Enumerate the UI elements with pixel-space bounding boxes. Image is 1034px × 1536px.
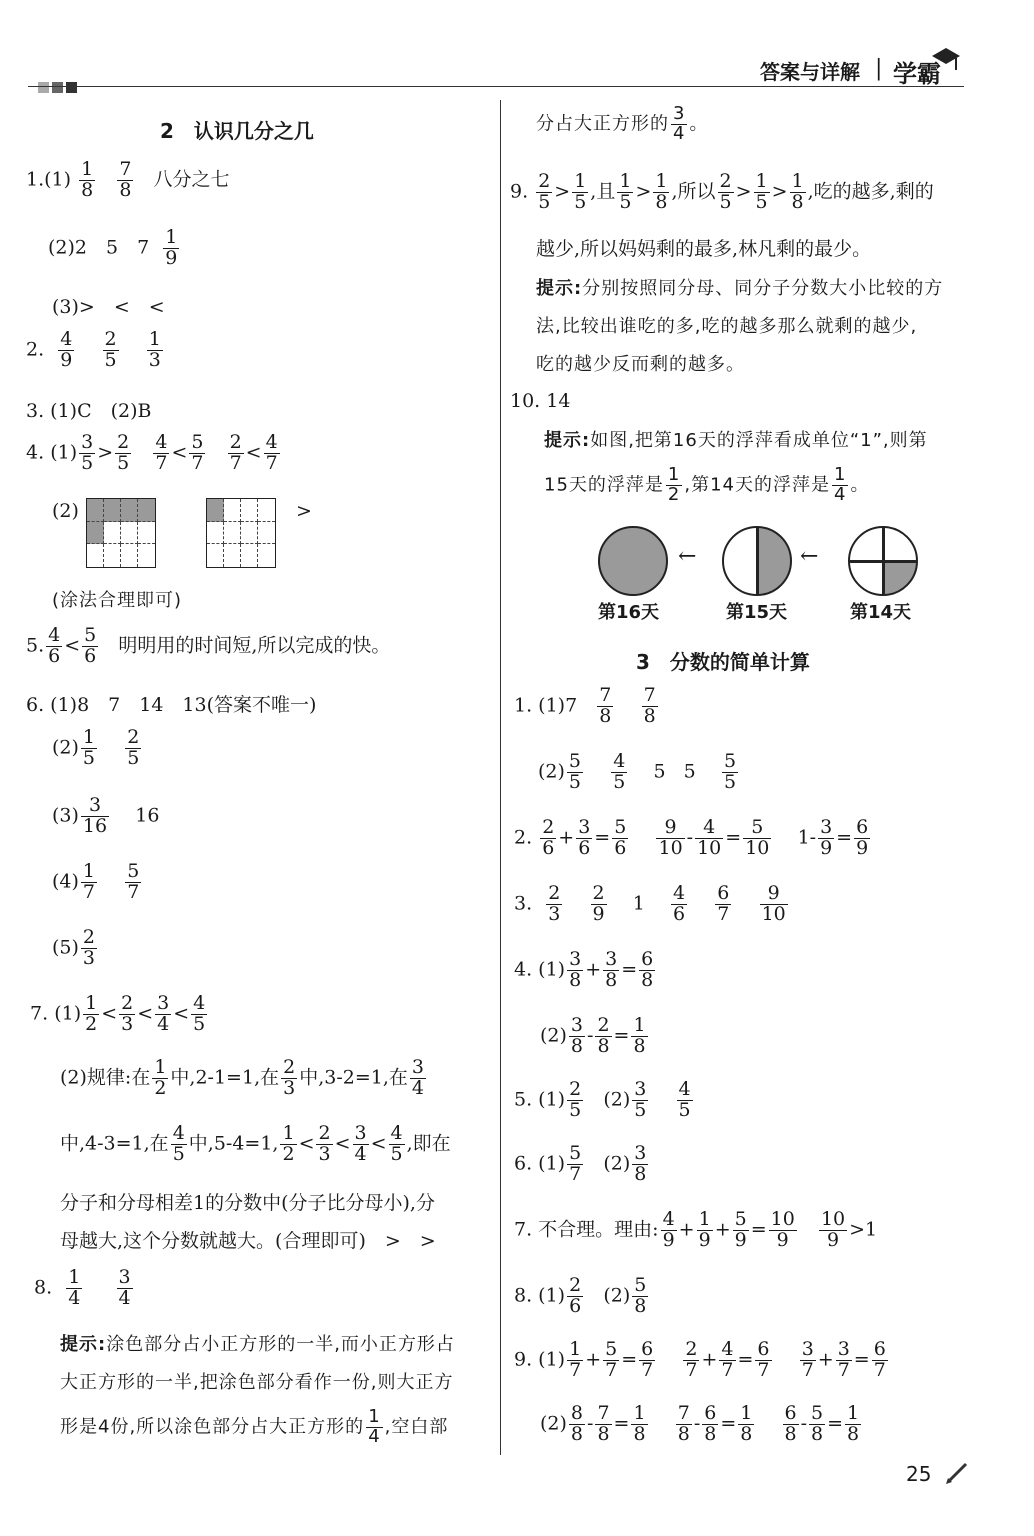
q8-hint-line2: 大正方形的一半,把涂色部分看作一份,则大正方: [60, 1372, 454, 1393]
s6-answer: 6. (1) $\frac{5}{7}$ (2) $\frac{3}{8}$: [514, 1142, 647, 1185]
q8-hint-continued: 分占大正方形的 $\frac{3}{4}$ 。: [536, 103, 709, 144]
column-divider: [500, 100, 501, 1455]
q7-rule-line4: 母越大,这个分数就越大。(合理即可) > >: [60, 1230, 436, 1252]
arrow-left-icon: ←: [678, 544, 697, 569]
left-section-title: 2 认识几分之几: [160, 119, 314, 143]
s5-answer: 5. (1) $\frac{2}{5}$ (2) $\frac{3}{5}$ $\frac{4}{5}$: [514, 1078, 691, 1121]
q7-rule-line1: (2)规律:在 $\frac{1}{2}$ 中,2-1=1,在 $\frac{2}{3}$ 中,3-2=1,在 $\frac{3}{4}$: [60, 1056, 424, 1099]
q4-compare: >: [296, 500, 312, 522]
s9-part1: 9. (1) $\frac{1}{7}$ + $\frac{5}{7}$ = $\frac{6}{7}$ $\frac{2}{7}$ + $\frac{4}{7}$ = $\frac{6}{7}$ $\frac{3}{7}$ + $\frac{3}{7}$ = $\frac{6}{7}$: [514, 1338, 886, 1381]
q7-rule-line2: 中,4-3=1,在 $\frac{4}{5}$ 中,5-4=1, $\frac{1}{2}$ < $\frac{2}{3}$ < $\frac{3}{4}$ < $\frac{4}{5}$ ,即在: [60, 1122, 451, 1165]
s3-answer: 3. $\frac{2}{3}$ $\frac{2}{9}$ 1 $\frac{4}{6}$ $\frac{6}{7}$ $\frac{9}{10}$: [514, 882, 786, 925]
s9-part2: (2) $\frac{8}{8}$ - $\frac{7}{8}$ = $\frac{1}{8}$ $\frac{7}{8}$ - $\frac{6}{8}$ = $\frac{1}{8}$ $\frac{6}{8}$ - $\frac{5}{8}$ = $\frac{1}{8}$: [540, 1402, 860, 1445]
q4-line1: 4. (1) $\frac{3}{5}$ > $\frac{2}{5}$ $\frac{4}{7}$ < $\frac{5}{7}$ $\frac{2}{7}$ < $\frac{4}{7}$: [26, 431, 278, 474]
header-brand: 学霸: [893, 60, 941, 88]
header-marker: [38, 76, 80, 98]
q9-line1: 9. $\frac{2}{5}$ > $\frac{1}{5}$ ,且 $\frac{1}{5}$ > $\frac{1}{8}$ ,所以 $\frac{2}{5}$ > $\frac{1}{5}$ > $\frac{1}{8}$ ,吃的越多,剩的: [510, 170, 934, 213]
q8-answer: 8. $\frac{1}{4}$ $\frac{3}{4}$: [34, 1266, 131, 1309]
circle-day15: [722, 526, 792, 596]
q9-hint-line2: 法,比较出谁吃的多,吃的越多那么就剩的越少,: [536, 316, 918, 337]
q10-hint-line2: 15天的浮萍是 $\frac{1}{2}$ ,第14天的浮萍是 $\frac{1}{4}$ 。: [544, 464, 870, 505]
graduation-cap-icon: [930, 44, 962, 74]
page-number: 25: [906, 1462, 932, 1486]
q4-part2-label: (2): [52, 500, 79, 522]
q6-line1: 6. (1)8 7 14 13(答案不唯一): [26, 694, 317, 716]
q3-answer: 3. (1)C (2)B: [26, 400, 152, 422]
q10-answer: 10. 14: [510, 390, 571, 412]
header-rule: [28, 86, 964, 87]
circle-day16: [598, 526, 668, 596]
q1-line2: (2)2 5 7 $\frac{1}{9}$: [48, 226, 178, 269]
s4-part2: (2) $\frac{3}{8}$ - $\frac{2}{8}$ = $\frac{1}{8}$: [540, 1014, 646, 1057]
q6-part5: (5) $\frac{2}{3}$: [52, 926, 96, 969]
q8-hint-line1: 提示:涂色部分占小正方形的一半,而小正方形占: [60, 1334, 455, 1355]
right-section-title: 3 分数的简单计算: [636, 650, 810, 674]
q8-hint-line3: 形是4份,所以涂色部分占大正方形的 $\frac{1}{4}$ ,空白部: [60, 1406, 449, 1447]
s4-part1: 4. (1) $\frac{3}{8}$ + $\frac{3}{8}$ = $\frac{6}{8}$: [514, 948, 654, 991]
label-day14: 第14天: [850, 602, 912, 623]
s7-answer: 7. 不合理。理由: $\frac{4}{9}$ + $\frac{1}{9}$ + $\frac{5}{9}$ = $\frac{10}{9}$ $\frac{10}{9}$ >1: [514, 1208, 878, 1251]
q9-line2: 越少,所以妈妈剩的最多,林凡剩的最少。: [536, 238, 872, 260]
q4-note: (涂法合理即可): [52, 590, 183, 611]
header-divider: |: [875, 56, 883, 81]
q6-part3: (3) $\frac{3}{16}$ 16: [52, 794, 160, 837]
q7-rule-line3: 分子和分母相差1的分数中(分子比分母小),分: [60, 1192, 435, 1214]
q9-hint-line3: 吃的越少反而剩的越多。: [536, 354, 745, 375]
s1-line1: 1. (1)7 $\frac{7}{8}$ $\frac{7}{8}$: [514, 684, 656, 727]
q9-hint-line1: 提示:分别按照同分母、同分子分数大小比较的方: [536, 278, 944, 299]
q4-grid-right: [206, 498, 276, 568]
q4-grid-left: [86, 498, 156, 568]
s1-line2: (2) $\frac{5}{5}$ $\frac{4}{5}$ 5 5 $\frac{5}{5}$: [538, 750, 737, 793]
q7-part1: 7. (1) $\frac{1}{2}$ < $\frac{2}{3}$ < $\frac{3}{4}$ < $\frac{4}{5}$: [30, 992, 206, 1035]
q10-hint-line1: 提示:如图,把第16天的浮萍看成单位“1”,则第: [544, 430, 928, 451]
label-day15: 第15天: [726, 602, 788, 623]
s8-answer: 8. (1) $\frac{2}{6}$ (2) $\frac{5}{8}$: [514, 1274, 647, 1317]
header-title: 答案与详解: [760, 60, 860, 84]
q5-answer: 5. $\frac{4}{6}$ < $\frac{5}{6}$ 明明用的时间短,所以完成的快。: [26, 624, 391, 667]
q2-answer: 2. $\frac{4}{9}$ $\frac{2}{5}$ $\frac{1}{3}$: [26, 328, 161, 371]
q6-part4: (4) $\frac{1}{7}$ $\frac{5}{7}$: [52, 860, 140, 903]
pencil-icon: [944, 1458, 972, 1486]
q6-part2: (2) $\frac{1}{5}$ $\frac{2}{5}$: [52, 726, 140, 769]
circle-day14: [848, 526, 918, 596]
s2-answer: 2. $\frac{2}{6}$ + $\frac{3}{6}$ = $\frac{5}{6}$ $\frac{9}{10}$ - $\frac{4}{10}$ = $\frac{5}{10}$ 1- $\frac{3}{9}$ = $\frac{6}{9}$: [514, 816, 869, 859]
q1-line1: 1.(1) $\frac{1}{8}$ $\frac{7}{8}$ 八分之七: [26, 158, 230, 201]
label-day16: 第16天: [598, 602, 660, 623]
arrow-left-icon: ←: [800, 544, 819, 569]
q1-line3: (3)> < <: [52, 296, 165, 318]
